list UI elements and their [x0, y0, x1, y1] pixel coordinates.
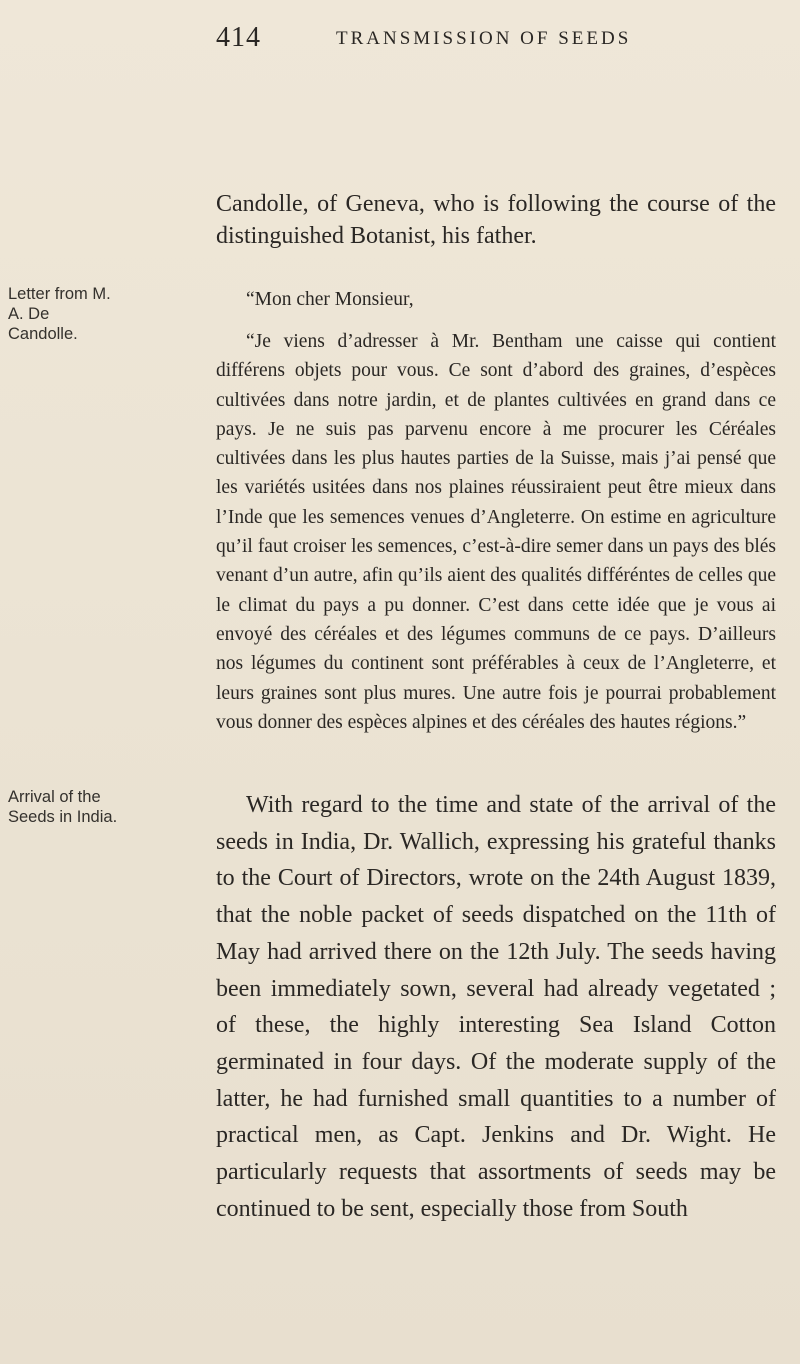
page-number: 414: [216, 22, 261, 53]
running-head: TRANSMISSION OF SEEDS: [336, 28, 632, 49]
letter-paragraph: “Je viens d’adresser à Mr. Bentham une caisse qui contient différens objets pour vous. Ce sont d’abord des graines, d’espèces cultivées dans notre jardin, et de plantes cultivées en grand dans ce pays. Je ne suis pas parvenu encore à me procurer les Céréales cultivées dans les plus hautes parties de la Suisse, mais j’ai pensé que les variétés usitées dans nos plaines réussiraient peut être mieux dans l’Inde que les semences venues d’Angleterre. On estime en agriculture qu’il faut croiser les semences, c’est-à-dire semer dans un pays des blés venant d’un autre, afin qu’ils aient des qualités différéntes de celles que le climat du pays a pu donner. C’est dans cette idée que je vous ai envoyé des céréales et des légumes communs de ce pays. D’ailleurs nos légumes du continent sont préférables à ceux de l’Angleterre, et leurs graines sont plus mures. Une autre fois je pourrai probablement vous donner des espèces alpines et des céréales des hautes régions.”: [216, 331, 776, 733]
arrival-paragraph: With regard to the time and state of the arrival of the seeds in India, Dr. Wallich, expressing his grateful thanks to the Court of Directors, wrote on the 24th August 1839, that the noble packet of seeds dispatched on the 11th of May had arrived there on the 12th July. The seeds having been immediately sown, several had already vegetated ; of these, the highly interesting Sea Island Cotton germinated in four days. Of the moderate supply of the latter, he had furnished small quantities to a number of practical men, as Capt. Jenkins and Dr. Wight. He particularly requests that assortments of seeds may be continued to be sent, especially those from South: [216, 792, 776, 1222]
margin-note-letter: Letter from M. A. De Candolle.: [8, 285, 111, 343]
intro-paragraph: Candolle, of Geneva, who is following the course of the distinguished Botanist, his father.: [216, 191, 776, 249]
letter-salutation: “Mon cher Monsieur,: [246, 289, 414, 310]
margin-note-arrival: Arrival of the Seeds in India.: [8, 788, 118, 826]
